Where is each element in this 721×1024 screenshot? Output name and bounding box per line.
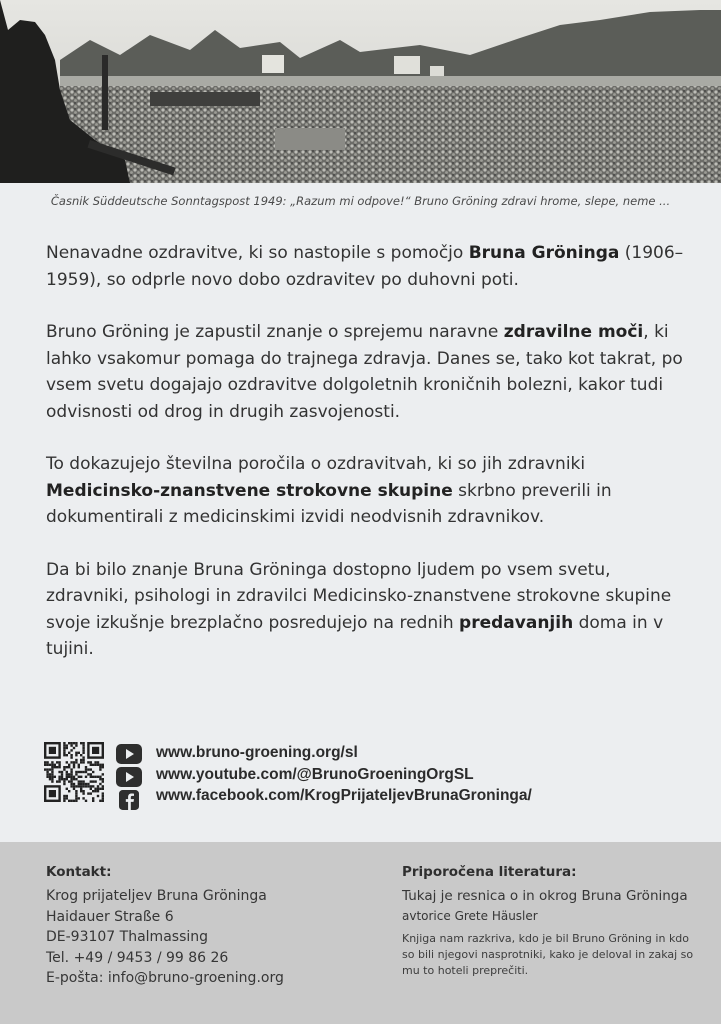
paragraph-1 — [46, 240, 696, 293]
paragraph-4 — [46, 557, 696, 663]
contact-heading: Kontakt: — [46, 864, 112, 880]
book-description: Knjiga nam razkriva, kdo je bil Bruno Gröning in kdo so bili njegovi nasprotniki, kako je deloval in zakaj so mu to hoteli preprečiti. — [402, 932, 694, 977]
youtube-link[interactable]: www.youtube.com/@BrunoGroeningOrgSL — [156, 765, 474, 783]
paragraph-2 — [46, 319, 696, 425]
paragraph-3 — [46, 451, 696, 531]
paragraph-text: Da bi bilo znanje Bruna Gröninga dostopno ljudem po vsem svetu, zdravniki, psihologi in zdravilci Medicinsko-znanstvene strokovne skupine svoje izkušnje brezplačno posredujejo na rednih — [46, 559, 672, 633]
qr-code-icon[interactable] — [44, 742, 104, 802]
youtube-icon — [116, 767, 142, 787]
book-title-line — [402, 886, 702, 926]
paragraph-text: (1906–1959), so odprle novo dobo ozdravitev po duhovni poti. — [46, 243, 684, 290]
facebook-link[interactable]: www.facebook.com/KrogPrijateljevBrunaGroninga/ — [156, 787, 532, 804]
contact-street: Haidauer Straße 6 — [46, 908, 174, 925]
crowd-photo — [0, 0, 721, 183]
web-icon — [116, 744, 142, 764]
paragraph-text: , ki lahko vsakomur pomaga do trajnega zdravja. Danes se, tako kot takrat, po vsem svetu dogajajo ozdravitve dolgoletnih kroničnih bolezni, kakor tudi odvisnosti od drog in drugih zasvojenosti. — [46, 322, 683, 422]
photo-caption: Časnik Süddeutsche Sonntagspost 1949: „Razum mi odpove!“ Bruno Gröning zdravi hrome, slepe, neme ... — [50, 194, 671, 208]
footer — [0, 842, 721, 1024]
contact-organization: Krog prijateljev Bruna Gröninga — [46, 888, 267, 904]
paragraph-text: To dokazujejo številna poročila o ozdravitvah, ki so jih zdravniki — [46, 454, 586, 474]
paragraph-text: Nenavadne ozdravitve, ki so nastopile s pomočjo — [46, 243, 469, 263]
book-title: Tukaj je resnica o in okrog Bruna Gröninga — [402, 888, 688, 904]
contact-email[interactable]: E-pošta: info@bruno-groening.org — [46, 970, 284, 986]
main-text — [46, 240, 696, 689]
facebook-icon — [116, 790, 142, 810]
emphasis-text: Medicinsko-znanstvene strokovne skupine — [46, 480, 453, 501]
book-author: avtorice Grete Häusler — [402, 909, 538, 923]
paragraph-text: doma in v tujini. — [46, 612, 664, 659]
links-section — [44, 742, 694, 808]
contact-phone: Tel. +49 / 9453 / 99 86 26 — [46, 949, 229, 966]
emphasis-text: Bruna Gröninga — [468, 243, 620, 263]
emphasis-text: zdravilne moči — [503, 322, 644, 342]
literature-block — [402, 864, 702, 979]
paragraph-text: skrbno preverili in dokumentirali z medicinskimi izvidi neodvisnih zdravnikov. — [46, 480, 612, 527]
paragraph-text: Bruno Gröning je zapustil znanje o sprejemu naravne — [46, 322, 504, 342]
contact-city: DE-93107 Thalmassing — [46, 929, 209, 945]
literature-heading: Priporočena literatura: — [402, 864, 577, 880]
website-link[interactable]: www.bruno-groening.org/sl — [156, 744, 358, 761]
contact-block — [46, 864, 366, 989]
emphasis-text: predavanjih — [459, 612, 574, 633]
